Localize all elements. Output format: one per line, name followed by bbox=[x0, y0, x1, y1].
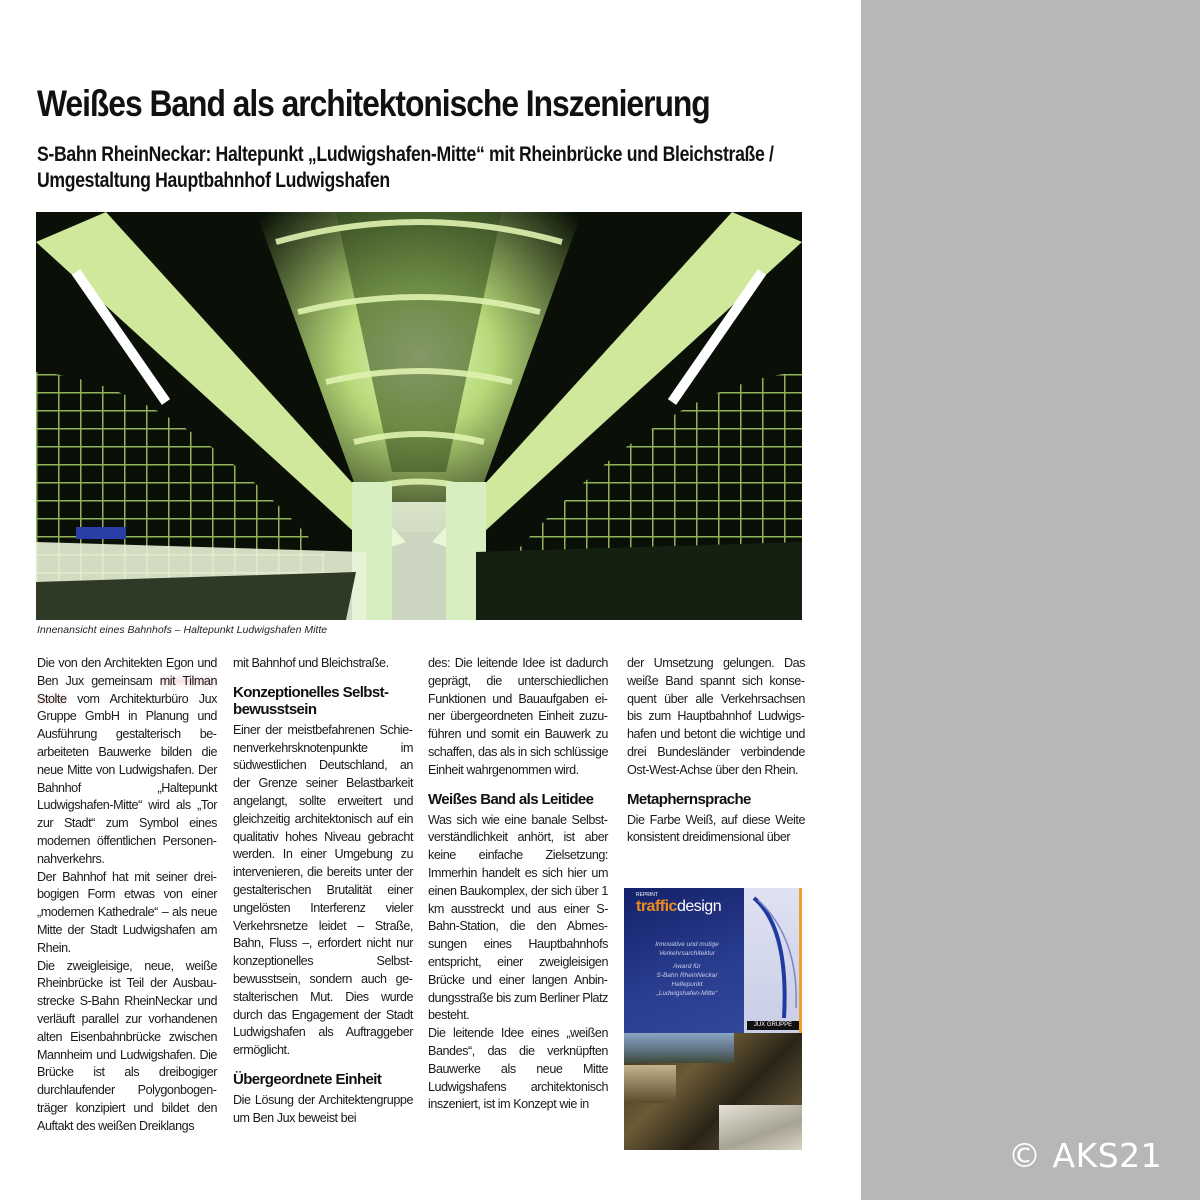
paragraph-text: Die von den Architekten Egon und Ben Jux gemeinsam bbox=[37, 656, 217, 688]
text-column-2 bbox=[233, 655, 413, 1128]
paragraph bbox=[37, 655, 217, 869]
paragraph: Der Bahnhof hat mit seiner dreibogigen Form etwas von einer „modernen Kathedrale“ – als neue Mitte der Stadt Ludwigshafen am Rhein. bbox=[37, 869, 217, 955]
article-title: Weißes Band als architektonische Inszenierung bbox=[37, 83, 710, 124]
cover-accent-stripe bbox=[799, 888, 802, 1033]
cover-line: „Ludwigshafen-Mitte“ bbox=[656, 990, 718, 997]
paragraph: Die Farbe Weiß, auf diese Weite konsistent dreidimensional über bbox=[627, 812, 805, 845]
station-photo bbox=[36, 212, 802, 620]
cover-line: Haltepunkt bbox=[671, 981, 703, 988]
cover-kicker: REPRINT bbox=[636, 892, 658, 898]
photo-caption: Innenansicht eines Bahnhofs – Haltepunkt Ludwigshafen Mitte bbox=[37, 624, 328, 636]
section-heading-metaphernsprache: Metaphernsprache bbox=[627, 790, 751, 808]
article-subtitle: S-Bahn RheinNeckar: Haltepunkt „Ludwigshafen-Mitte“ mit Rheinbrücke und Bleichstraße / Umgestaltung Hauptbahnhof Ludwigshafen bbox=[37, 143, 774, 192]
paragraph: Was sich wie eine banale Selbstverständlichkeit anhört, ist aber keine einfache Zielsetzung: Immerhin handelt es sich hier um einen Baukomplex, der sich über 1 km ausstreckt und aus einer S-Bahn-Station, die den Abmessungen eines Hauptbahnhofs entspricht, einer zweigleisigen Brücke und einer langen Anbindungsstraße bis zum Berliner Platz besteht. bbox=[428, 812, 608, 1023]
jux-gruppe-logo: JUX GRUPPE bbox=[747, 1021, 799, 1030]
cover-photo-skyline bbox=[624, 1065, 676, 1103]
paragraph-text: vom Architekturbüro Jux Gruppe GmbH in Planung und Ausführung gestalterisch bearbeiteten Bauwerke bilden die neue Mitte von Ludwigshafen. Der Bahnhof „Haltepunkt Ludwigshafen-Mitte“ wird als „Tor zur Stadt“ zum Symbol eines modernen öffentlichen Personennahverkehrs. bbox=[37, 691, 217, 866]
brand-part-design: design bbox=[676, 898, 722, 915]
paragraph: der Umsetzung gelungen. Das weiße Band spannt sich konsequent über alle Verkehrsachsen bis zum Hauptbahnhof Ludwigshafen und betont die wichtige und drei Bundesländer verbindende Ost-West-Achse über den Rhein. bbox=[627, 656, 805, 777]
cover-text-lines bbox=[632, 940, 742, 998]
paragraph: Die leitende Idee eines „weißen Bandes“, das die verknüpften Bauwerke als neue Mitte Ludwigshafens architektonisch inszeniert, ist im Konzept wie in bbox=[428, 1026, 608, 1112]
cover-brand-logo bbox=[636, 898, 721, 916]
paragraph: des: Die leitende Idee ist dadurch geprägt, die unterschiedlichen Funktionen und Bauaufgaben einer übergeordneten Einheit zuzuführen und somit ein Bauwerk zu schaffen, das als in sich schlüssige Einheit wahrgenommen wird. bbox=[428, 656, 608, 777]
magazine-cover-image bbox=[624, 888, 802, 1150]
section-heading-konzeptionelles-selbstbewusstsein: Konzeptionelles Selbstbewusstsein bbox=[233, 683, 389, 718]
station-interior-image bbox=[36, 212, 802, 620]
text-column-1 bbox=[37, 655, 217, 1136]
text-column-4 bbox=[627, 655, 805, 847]
section-heading-uebergeordnete-einheit: Übergeordnete Einheit bbox=[233, 1070, 382, 1088]
brand-part-traffic: traffic bbox=[636, 898, 677, 915]
cover-bridge-image bbox=[744, 888, 802, 1033]
paragraph: Die Lösung der Architektengruppe um Ben Jux beweist bei bbox=[233, 1092, 413, 1125]
cover-line: Award für bbox=[673, 963, 701, 970]
text-column-3 bbox=[428, 655, 608, 1114]
cover-line: Verkehrsarchitektur bbox=[658, 950, 716, 957]
highlighted-text: mit Tilman Stolte bbox=[37, 673, 217, 706]
cover-line: Innovative und mutige bbox=[655, 941, 719, 948]
copyright-watermark: © AKS21 bbox=[1008, 1136, 1163, 1175]
paragraph: Die zweigleisige, neue, weiße Rheinbrücke ist Teil der Ausbaustrecke S-Bahn RheinNeckar und verläuft parallel zur vorhandenen alten Eisenbahnbrücke zwischen Mannheim und Ludwigshafen. Die Brücke ist als dreibogiger durchlaufender Polygonbogenträger konzipiert und bildet den Auftakt des weißen Dreiklangs bbox=[37, 958, 217, 1133]
bridge-arch-icon bbox=[744, 888, 802, 1033]
paragraph: Einer der meistbefahrenen Schienenverkehrsknotenpunkte im südwestlichen Deutschland, an der Grenze seiner Belastbarkeit angelangt, sollte erweitert und gleichzeitig architektonisch auf ein qualitativ hohes Niveau gebracht werden. In einer Umgebung zu intervenieren, die bereits unter der gestalterischen Brutalität einer ungelösten Interferenz vieler Verkehrsnetze leidet – Straße, Bahn, Fluss –, erfordert nicht nur konzeptionelles Selbstbewusstsein, sondern auch gestalterischen Mut. Dies wurde durch das Engagement der Stadt Ludwigshafen als Auftraggeber ermöglicht. bbox=[233, 722, 413, 1058]
cover-photo-collage bbox=[624, 1033, 802, 1150]
cover-photo-bridge bbox=[624, 1033, 734, 1063]
paragraph: mit Bahnhof und Bleichstraße. bbox=[233, 656, 389, 670]
cover-line: S-Bahn RheinNeckar bbox=[656, 972, 718, 979]
section-heading-weisses-band-als-leitidee: Weißes Band als Leitidee bbox=[428, 790, 594, 808]
cover-photo-platform bbox=[719, 1105, 802, 1150]
